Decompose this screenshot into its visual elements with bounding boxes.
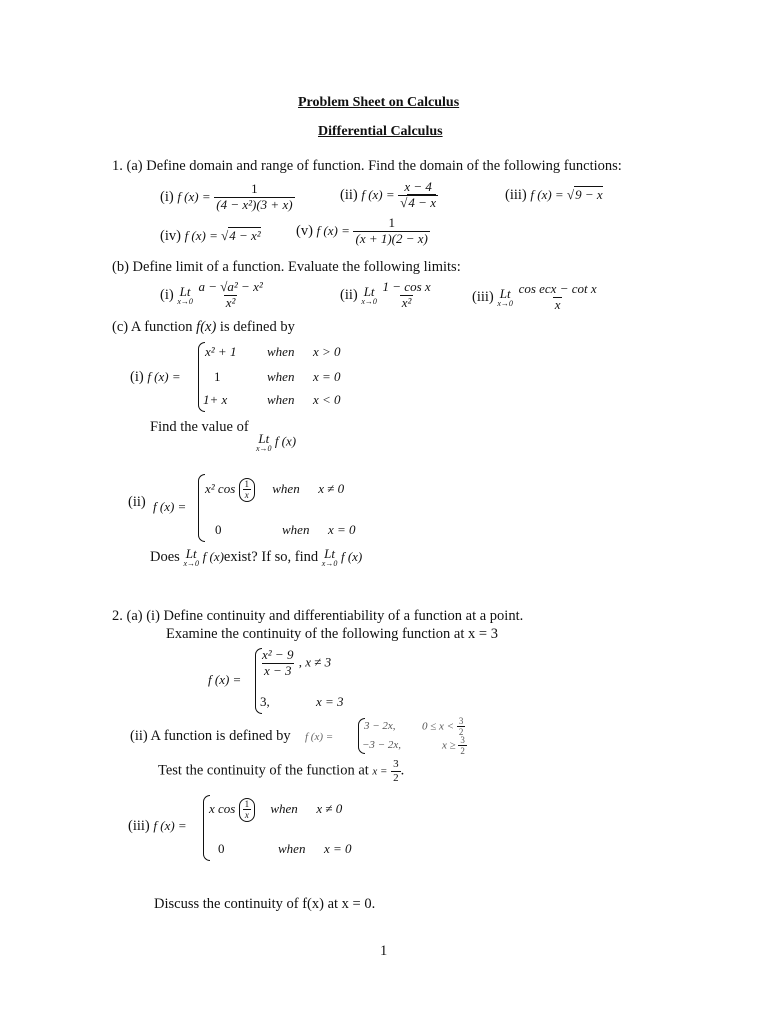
q1c-ii-label: (ii) bbox=[128, 494, 146, 510]
q2-f-row2: 3, x = 3 bbox=[260, 694, 344, 709]
q2-ii-row2: −3 − 2x, x ≥ $\frac{3}{2}$ bbox=[362, 735, 465, 757]
q1b-ii: (ii) Lt x→0 $\frac{\text{1 − cos x}}{\text{x²}}$ bbox=[340, 279, 431, 310]
q1a-iv: (iv) f (x) = √4 − x² bbox=[160, 228, 261, 244]
q2-test-text: Test the continuity of the function at x = $\frac{3}{2}$ . bbox=[158, 758, 405, 784]
q1c-i-row3: 1+ x when x < 0 bbox=[203, 392, 341, 407]
q1c-i-row1: x² + 1 when x > 0 bbox=[205, 344, 341, 359]
page-number: 1 bbox=[380, 943, 388, 959]
q2-ii-row1: 3 − 2x, 0 ≤ x < $\frac{3}{2}$ bbox=[364, 716, 464, 738]
q2-discuss: Discuss the continuity of f(x) at x = 0. bbox=[154, 896, 376, 912]
q1c-ii-row1: x² cos $\frac{1}{x}$ when x ≠ 0 bbox=[205, 479, 345, 501]
q2-examine: Examine the continuity of the following function at x = 3 bbox=[166, 626, 498, 642]
find-value-text: Find the value of bbox=[150, 419, 249, 435]
q1c-i-row2: 1 when x = 0 bbox=[214, 369, 341, 384]
q2a-text: 2. (a) (i) Define continuity and differentiability of a function at a point. bbox=[112, 608, 524, 624]
q2-iii-row1: x cos $\frac{1}{x}$ when x ≠ 0 bbox=[209, 799, 343, 821]
q1a-text: 1. (a) Define domain and range of function. Find the domain of the following functions: bbox=[112, 158, 622, 174]
q2-iii-label: (iii) f (x) = bbox=[128, 818, 187, 834]
q2-f-fx: f (x) = bbox=[208, 672, 242, 687]
q1a-ii: (ii) f (x) = $\frac{x - 4}{√4 - x}$ bbox=[340, 179, 436, 210]
document-subtitle: Differential Calculus bbox=[318, 124, 443, 139]
q1b-i: (i) Lt x→0 $\frac{\text{a − √a² − x²}}{\text{x²}}$ bbox=[160, 279, 263, 310]
document-title: Problem Sheet on Calculus bbox=[298, 95, 460, 110]
q2-iii-row2: 0 when x = 0 bbox=[218, 841, 352, 856]
q2-ii-text: (ii) A function is defined by bbox=[130, 728, 291, 744]
q1c-text: (c) A function f(x) is defined by bbox=[112, 319, 295, 335]
q1c-ii-brace bbox=[198, 474, 205, 542]
q1b-text: (b) Define limit of a function. Evaluate the following limits: bbox=[112, 259, 461, 275]
q1c-i-label: (i) f (x) = bbox=[130, 369, 181, 385]
does-exist-line: Does Lt x→0 f (x)exist? If so, find Lt x→0 f (x) bbox=[150, 546, 363, 568]
q2-ii-fx: f (x) = bbox=[305, 731, 334, 743]
q1b-iii: (iii) Lt x→0 $\frac{\text{cos ecx − cot x}}{x}$ bbox=[472, 281, 597, 312]
q1a-v: (v) f (x) = $\frac{1}{(x + 1)(2 - x)}$ bbox=[296, 215, 428, 246]
find-value-limit: Lt x→0 f (x) bbox=[256, 431, 297, 453]
q1c-ii-row2: 0 when x = 0 bbox=[215, 522, 356, 537]
q1a-i: (i) f (x) = $\frac{1}{\text{(4 − x²)(3 + x)}}$ bbox=[160, 181, 293, 212]
q2-f-row1: $\frac{\text{x² − 9}}{x - 3}$ , x ≠ 3 bbox=[262, 647, 332, 678]
q1a-iii: (iii) f (x) = √9 − x bbox=[505, 187, 603, 203]
q1c-ii-fx: f (x) = bbox=[153, 499, 187, 514]
